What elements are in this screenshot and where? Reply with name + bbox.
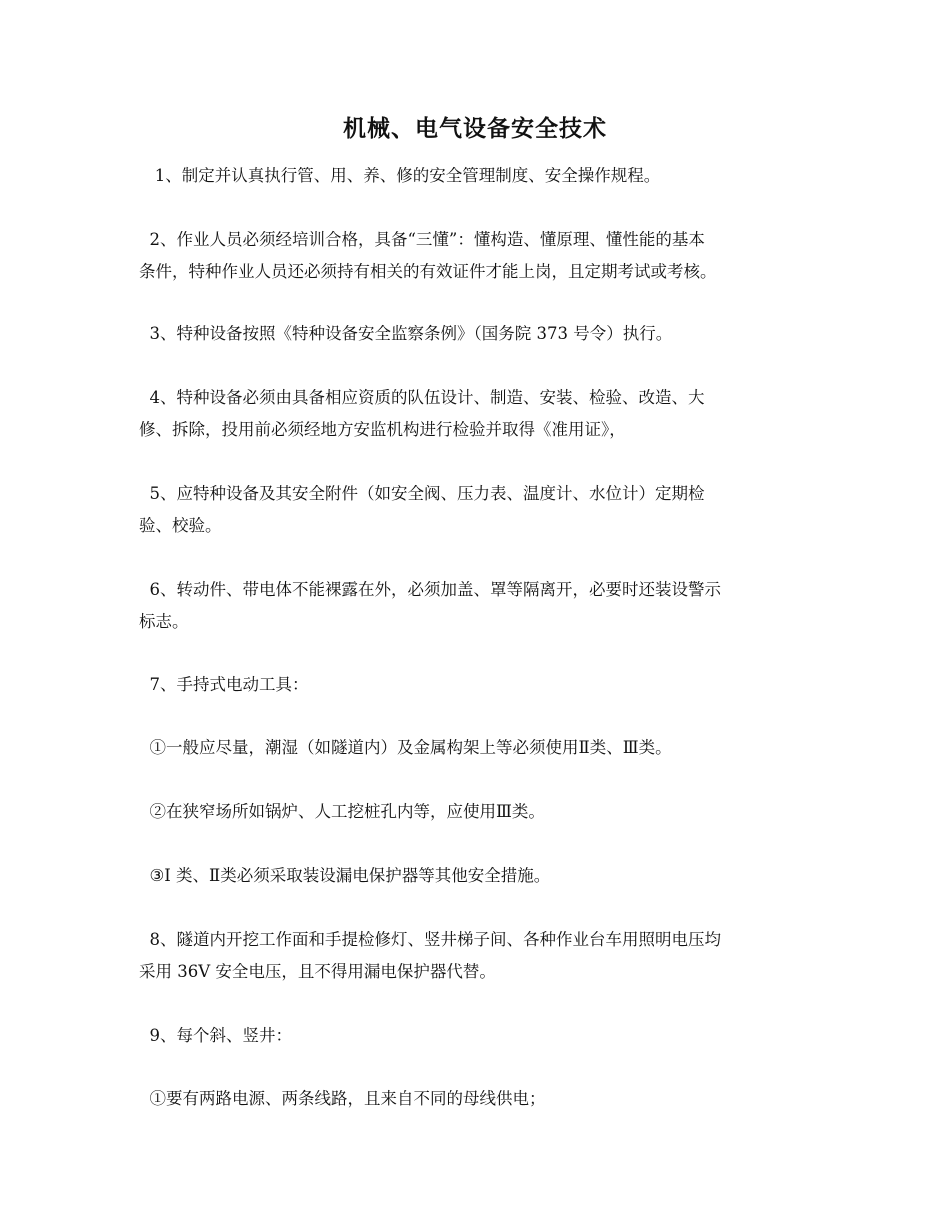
paragraph-line: 9、每个斜、竖井： <box>139 1026 292 1045</box>
paragraph-line: 条件，特种作业人员还必须持有相关的有效证件才能上岗，且定期考试或考核。 <box>139 262 717 281</box>
paragraph-3 <box>139 318 811 350</box>
paragraph-line: 验、校验。 <box>139 516 222 535</box>
paragraph-13 <box>139 1083 811 1115</box>
paragraph-line: 8、隧道内开挖工作面和手提检修灯、竖井梯子间、各种作业台车用照明电压均 <box>139 930 721 949</box>
paragraph-line: 5、应特种设备及其安全附件（如安全阀、压力表、温度计、水位计）定期检 <box>139 484 705 503</box>
paragraph-line: ①要有两路电源、两条线路，且来自不同的母线供电； <box>139 1089 546 1108</box>
paragraph-line: 2、作业人员必须经培训合格，具备“三懂”：懂构造、懂原理、懂性能的基本 <box>139 230 705 249</box>
paragraph-line: 4、特种设备必须由具备相应资质的队伍设计、制造、安装、检验、改造、大 <box>139 388 705 407</box>
paragraph-1 <box>139 160 811 192</box>
paragraph-line: 7、手持式电动工具： <box>139 675 309 694</box>
paragraph-7 <box>139 669 811 701</box>
paragraph-10 <box>139 860 811 892</box>
paragraph-line: ①一般应尽量，潮湿（如隧道内）及金属构架上等必须使用Ⅱ类、Ⅲ类。 <box>139 738 672 757</box>
paragraph-2 <box>139 224 811 288</box>
paragraph-line: ②在狭窄场所如锅炉、人工挖桩孔内等，应使用Ⅲ类。 <box>139 802 545 821</box>
paragraph-6 <box>139 574 811 638</box>
paragraph-9 <box>139 796 811 828</box>
paragraph-line: ③Ⅰ 类、Ⅱ类必须采取装设漏电保护器等其他安全措施。 <box>139 866 551 885</box>
paragraph-8 <box>139 732 811 764</box>
paragraph-5 <box>139 478 811 542</box>
document-title: 机械、电气设备安全技术 <box>343 115 607 142</box>
paragraph-line: 采用 36V 安全电压，且不得用漏电保护器代替。 <box>139 962 496 981</box>
paragraph-line: 修、拆除，投用前必须经地方安监机构进行检验并取得《准用证》， <box>139 420 626 439</box>
paragraph-11 <box>139 924 811 988</box>
paragraph-line: 1、制定并认真执行管、用、养、修的安全管理制度、安全操作规程。 <box>139 166 661 185</box>
paragraph-line: 3、特种设备按照《特种设备安全监察条例》（国务院 373 号令）执行。 <box>139 324 673 343</box>
paragraph-line: 6、转动件、带电体不能裸露在外，必须加盖、罩等隔离开，必要时还装设警示 <box>139 580 721 599</box>
paragraph-12 <box>139 1020 811 1052</box>
paragraph-4 <box>139 382 811 446</box>
paragraph-line: 标志。 <box>139 612 189 631</box>
